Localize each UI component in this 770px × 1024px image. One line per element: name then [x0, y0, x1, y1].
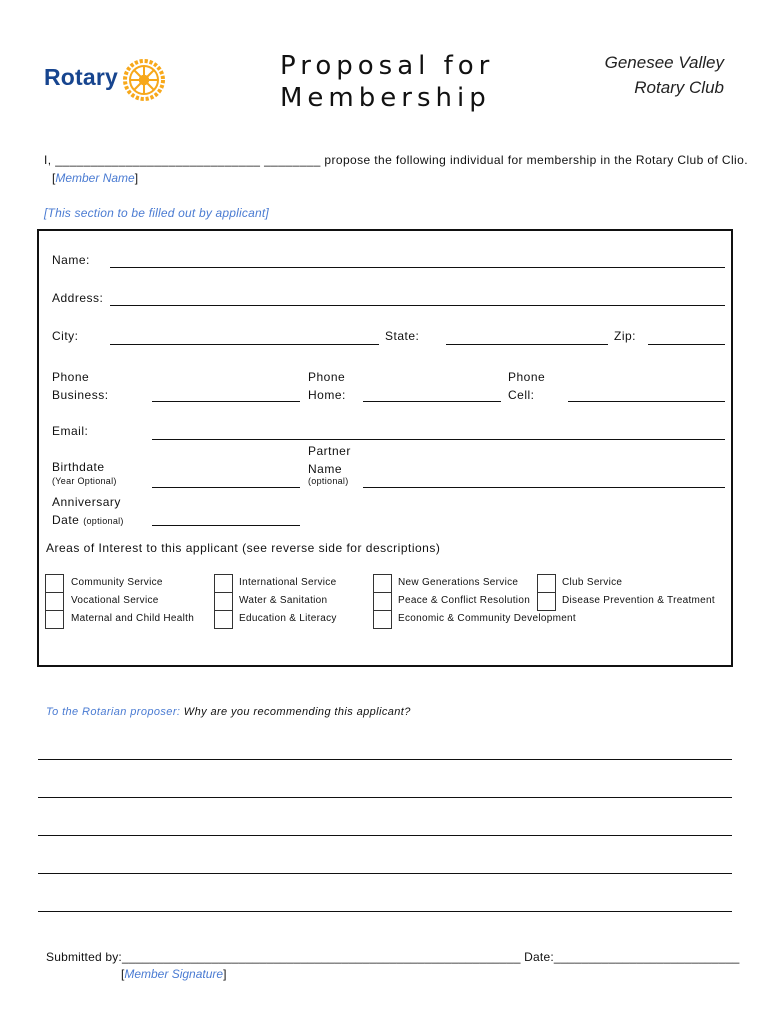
- rotary-wheel-icon: [120, 56, 168, 104]
- anniversary-label-l2: Date: [52, 513, 80, 527]
- phone-home-field[interactable]: [363, 401, 501, 402]
- recommendation-line-4[interactable]: [38, 873, 732, 874]
- member-name-hint: [Member Name]: [52, 171, 139, 185]
- interest-label: Community Service: [71, 577, 163, 588]
- name-label: Name:: [52, 253, 90, 267]
- anniversary-label-l1: Anniversary: [52, 495, 121, 509]
- phone-business-label-l2: Business:: [52, 388, 109, 402]
- phone-home-label: [308, 368, 346, 404]
- phone-cell-label-l1: Phone: [508, 370, 546, 384]
- interest-label: Disease Prevention & Treatment: [562, 595, 715, 606]
- interest-label: Education & Literacy: [239, 613, 337, 624]
- partner-label-l1: Partner: [308, 444, 351, 458]
- phone-business-label-l1: Phone: [52, 370, 90, 384]
- rotary-logo-text: Rotary: [44, 64, 119, 90]
- checkbox-new-generations[interactable]: [373, 574, 392, 593]
- phone-cell-label: [508, 368, 545, 404]
- state-field[interactable]: [446, 344, 608, 345]
- partner-label-l2: Name: [308, 462, 343, 476]
- interest-label: Vocational Service: [71, 595, 159, 606]
- city-label: City:: [52, 329, 79, 343]
- phone-home-label-l2: Home:: [308, 388, 346, 402]
- checkbox-international-service[interactable]: [214, 574, 233, 593]
- birthdate-field[interactable]: [152, 487, 300, 488]
- recommendation-line-3[interactable]: [38, 835, 732, 836]
- partner-name-field[interactable]: [363, 487, 725, 488]
- phone-cell-label-l2: Cell:: [508, 388, 535, 402]
- anniversary-note: (optional): [83, 516, 124, 526]
- interest-label: Maternal and Child Health: [71, 613, 195, 624]
- recommendation-line-5[interactable]: [38, 911, 732, 912]
- partner-note: (optional): [308, 476, 349, 486]
- phone-business-label: [52, 368, 109, 404]
- club-name-line-1: Genesee Valley: [604, 53, 724, 72]
- recommendation-line-1[interactable]: [38, 759, 732, 760]
- address-field[interactable]: [110, 305, 725, 306]
- checkbox-economic-community[interactable]: [373, 610, 392, 629]
- title-line-1: Proposal for: [280, 51, 495, 81]
- interest-label: Club Service: [562, 577, 623, 588]
- anniversary-field[interactable]: [152, 525, 300, 526]
- checkbox-community-service[interactable]: [45, 574, 64, 593]
- interest-label: New Generations Service: [398, 577, 519, 588]
- phone-business-field[interactable]: [152, 401, 300, 402]
- checkbox-maternal-child-health[interactable]: [45, 610, 64, 629]
- interest-label: International Service: [239, 577, 337, 588]
- checkbox-water-sanitation[interactable]: [214, 592, 233, 611]
- email-label: Email:: [52, 424, 89, 438]
- signature-hint: [Member Signature]: [121, 967, 227, 981]
- checkbox-disease-prevention[interactable]: [537, 592, 556, 611]
- zip-field[interactable]: [648, 344, 725, 345]
- anniversary-label: [52, 493, 124, 530]
- checkbox-peace-conflict[interactable]: [373, 592, 392, 611]
- title-line-2: Membership: [280, 83, 491, 113]
- signature-hint-text: Member Signature: [124, 967, 224, 981]
- interest-label: Peace & Conflict Resolution: [398, 595, 531, 606]
- name-field[interactable]: [110, 267, 725, 268]
- proposer-question-text: Why are you recommending this applicant?: [180, 706, 411, 718]
- checkbox-club-service[interactable]: [537, 574, 556, 593]
- partner-name-label: [308, 442, 351, 478]
- phone-cell-field[interactable]: [568, 401, 725, 402]
- city-field[interactable]: [110, 344, 379, 345]
- phone-home-label-l1: Phone: [308, 370, 346, 384]
- proposer-label: To the Rotarian proposer:: [46, 706, 181, 718]
- intro-statement: I, _____________________________ ________ propose the following individual for membership in the Rotary Club of Clio.: [44, 153, 748, 167]
- checkbox-education-literacy[interactable]: [214, 610, 233, 629]
- club-name: [605, 50, 724, 100]
- address-label: Address:: [52, 291, 104, 305]
- proposer-question: [46, 706, 411, 718]
- member-name-hint-text: Member Name: [55, 171, 135, 185]
- recommendation-line-2[interactable]: [38, 797, 732, 798]
- club-name-line-2: Rotary Club: [634, 78, 724, 97]
- checkbox-vocational-service[interactable]: [45, 592, 64, 611]
- interest-label: Water & Sanitation: [239, 595, 328, 606]
- state-label: State:: [385, 329, 420, 343]
- submitted-by-line: Submitted by:__________________________________________________________ Date:___________________________: [46, 950, 740, 964]
- interest-label: Economic & Community Development: [398, 613, 576, 624]
- section-note: [This section to be filled out by applicant]: [44, 206, 269, 220]
- birthdate-label: Birthdate: [52, 460, 105, 474]
- zip-label: Zip:: [614, 329, 637, 343]
- interests-heading: Areas of Interest to this applicant (see reverse side for descriptions): [46, 541, 441, 555]
- birthdate-note: (Year Optional): [52, 476, 117, 486]
- page-title: [280, 50, 494, 114]
- email-field[interactable]: [152, 439, 725, 440]
